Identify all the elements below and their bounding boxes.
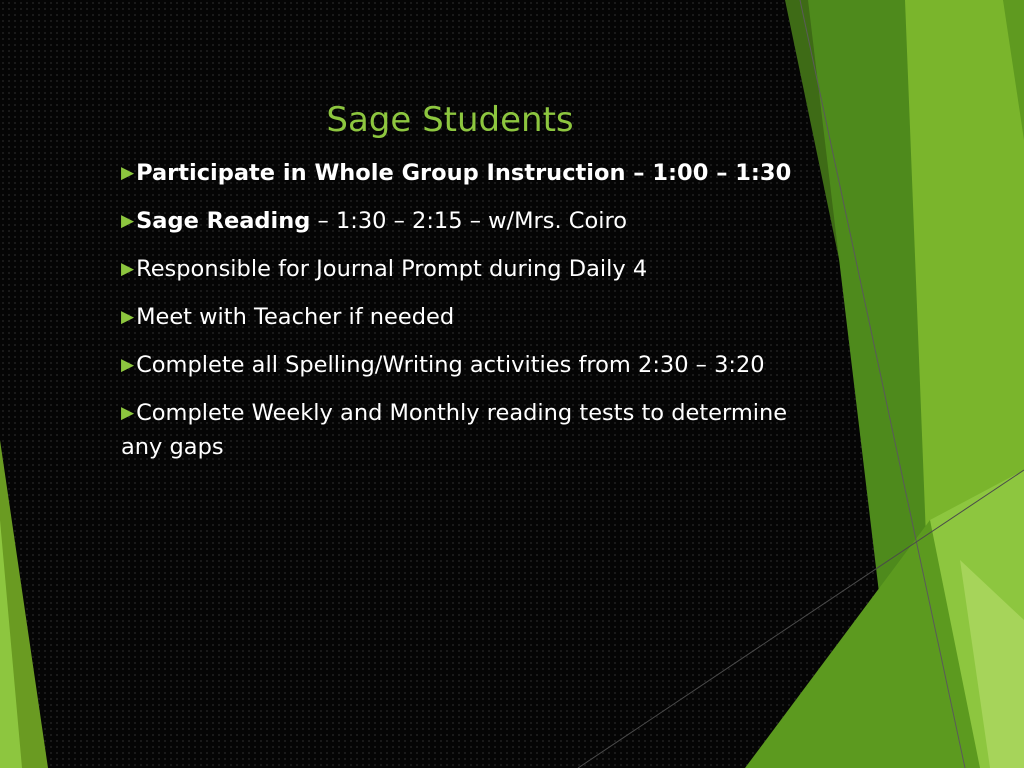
bullet-arrow-icon: ▶ <box>121 163 135 183</box>
bullet-arrow-icon: ▶ <box>121 211 135 231</box>
bullet-text: Responsible for Journal Prompt during Daily 4 <box>136 256 648 282</box>
bullet-text: Complete Weekly and Monthly reading tests to determine any gaps <box>121 400 788 460</box>
bullet-text: – 1:30 – 2:15 – w/Mrs. Coiro <box>310 208 628 234</box>
bullet-arrow-icon: ▶ <box>121 259 135 279</box>
bullet-bold-text: Participate in Whole Group Instruction – 1:00 – 1:30 <box>136 160 792 186</box>
bullet-arrow-icon: ▶ <box>121 355 135 375</box>
bullet-bold-text: Sage Reading <box>136 208 311 234</box>
bullet-item <box>121 348 811 382</box>
bullet-item <box>121 396 811 464</box>
bullet-item <box>121 300 811 334</box>
bullet-list <box>121 156 811 478</box>
bullet-text: Meet with Teacher if needed <box>136 304 455 330</box>
bullet-item <box>121 204 811 238</box>
slide-title: Sage Students <box>326 100 574 140</box>
bullet-item <box>121 252 811 286</box>
bullet-arrow-icon: ▶ <box>121 403 135 423</box>
bullet-item <box>121 156 811 190</box>
bullet-text: Complete all Spelling/Writing activities from 2:30 – 3:20 <box>136 352 765 378</box>
bullet-arrow-icon: ▶ <box>121 307 135 327</box>
